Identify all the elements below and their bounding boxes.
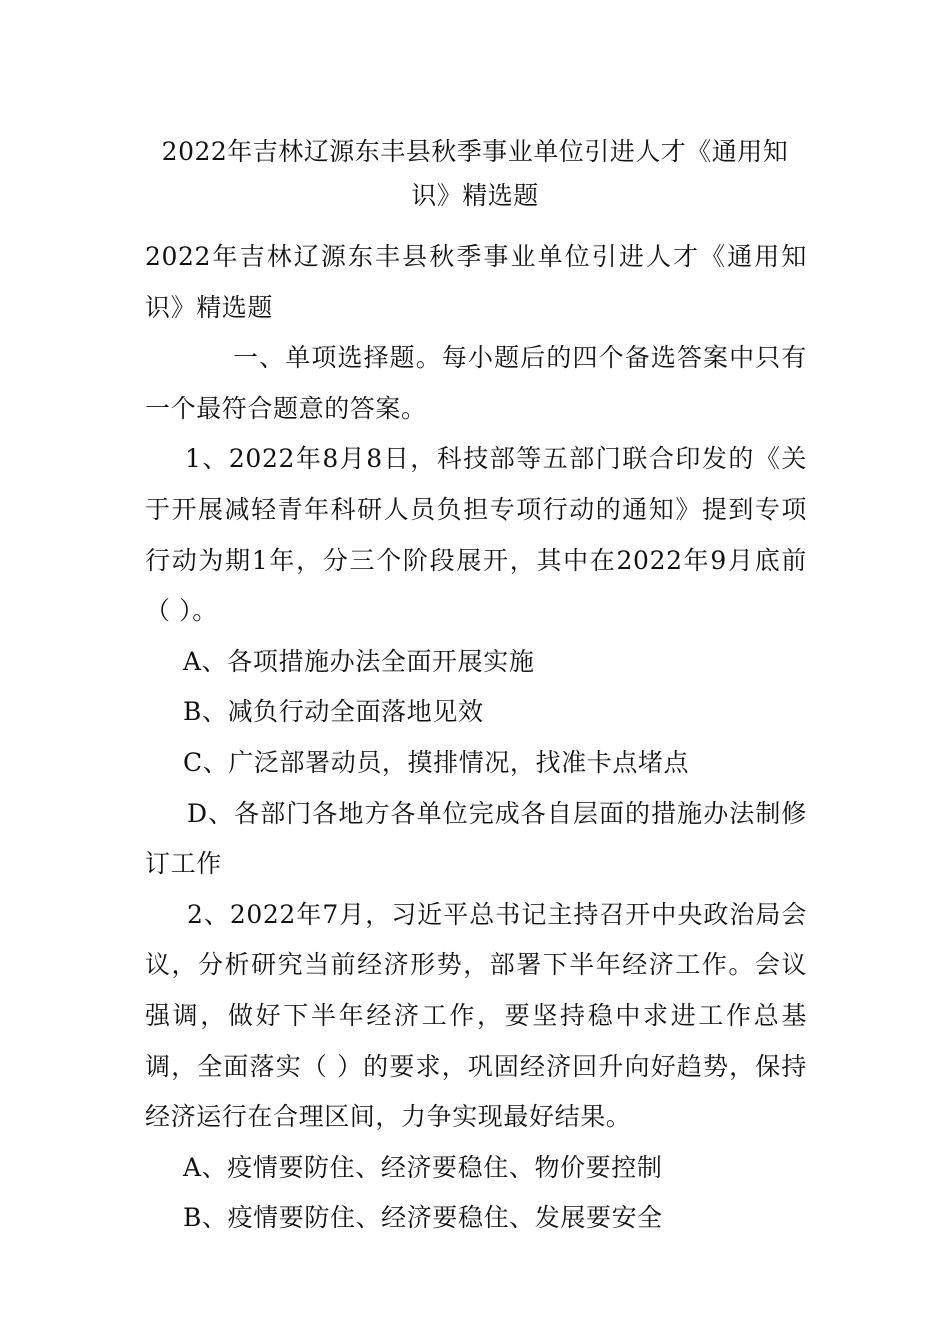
document-body	[145, 232, 807, 1244]
question-1-option-c: C、广泛部署动员，摸排情况，找准卡点堵点	[183, 747, 690, 777]
question-1-option-d: D、各部门各地方各单位完成各自层面的措施办法制修订工作	[145, 798, 807, 879]
question-1-option-a: A、各项措施办法全面开展实施	[183, 646, 535, 676]
section-heading: 一、单项选择题。每小题后的四个备选答案中只有一个最符合题意的答案。	[145, 343, 807, 423]
question-2-option-b: B、疫情要防住、经济要稳住、发展要安全	[183, 1203, 663, 1233]
question-2-stem: 2、2022年7月，习近平总书记主持召开中央政治局会议，分析研究当前经济形势，部署下半年经济工作。会议强调，做好下半年经济工作，要坚持稳中求进工作总基调，全面落实（ ）的要求，巩固经济回升向好趋势，保持经济运行在合理区间，力争实现最好结果。	[145, 899, 807, 1132]
question-2-option-a: A、疫情要防住、经济要稳住、物价要控制	[183, 1152, 663, 1182]
question-1-stem: 1、2022年8月8日，科技部等五部门联合印发的《关于开展减轻青年科研人员负担专项行动的通知》提到专项行动为期1年，分三个阶段展开，其中在2022年9月底前（ ）。	[145, 444, 807, 626]
question-1-option-b: B、减负行动全面落地见效	[183, 697, 484, 727]
document-subtitle: 2022年吉林辽源东丰县秋季事业单位引进人才《通用知识》精选题	[145, 242, 807, 322]
document-title: 2022年吉林辽源东丰县秋季事业单位引进人才《通用知识》精选题	[161, 137, 789, 210]
